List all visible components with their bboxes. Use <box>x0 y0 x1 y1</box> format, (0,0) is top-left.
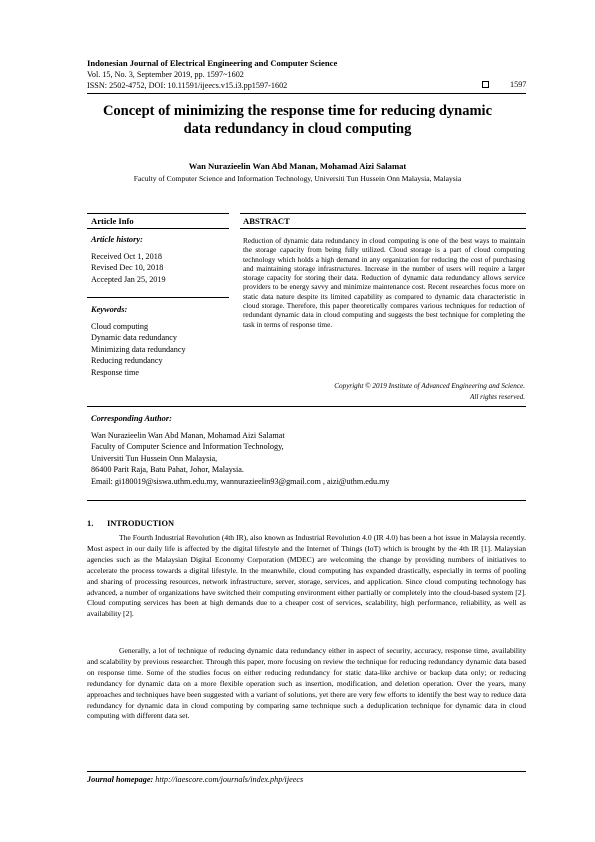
journal-homepage: Journal homepage: http://iaescore.com/journals/index.php/ijeecs <box>87 775 304 784</box>
article-info-sub-rule <box>87 228 229 229</box>
history-revised: Revised Dec 10, 2018 <box>91 263 164 273</box>
history-list <box>91 251 166 285</box>
corresponding-names: Wan Nurazieelin Wan Abd Manan, Mohamad Aizi Salamat <box>91 431 285 440</box>
corresponding-faculty: Faculty of Computer Science and Information Technology, <box>91 442 284 452</box>
title-line-2: data redundancy in cloud computing <box>183 121 412 137</box>
article-info-top-rule <box>87 213 229 214</box>
paper-title <box>60 102 535 138</box>
author-list: Wan Nurazieelin Wan Abd Manan, Mohamad Aizi Salamat <box>188 161 407 171</box>
homepage-label: Journal homepage <box>87 775 151 784</box>
keywords-heading: Keywords: <box>91 305 128 314</box>
intro-paragraph-1: The Fourth Industrial Revolution (4th IR), also known as Industrial Revolution 4.0 (IR 4.0) has been a hot issue in Malaysia recently. Most aspect in our daily life is affected by the digital lifestyle and the Internet of Things (IoT) which is brought by the 4th IR [1]. Malaysian agencies such as the Malaysian Digital Economy Corporation (MDEC) are welcoming the change by providing numbers of initiatives to accelerate the process towards a digital lifestyle. In the meanwhile, cloud computing has expanded drastically, especially in terms of pooling and sharing of processing resources, network infrastructure, server, storage, services, and application. Since cloud computing technology has advanced, a number of organizations have switched their computing environment either partially or completely into the cloud-based system [2]. Cloud computing services has been at high demands due to a cheaper cost of services, scalability, high performance, reliability, as well as availability [2]. <box>87 533 526 619</box>
header-rule <box>87 93 526 94</box>
abstract-top-rule <box>240 213 526 214</box>
corresponding-email: Email: gi180019@siswa.uthm.edu.my, wannurazieelin93@gmail.com , aizi@uthm.edu.my <box>91 476 390 486</box>
corresponding-bottom-rule <box>87 500 526 501</box>
keyword-item: Minimizing data redundancy <box>91 344 186 354</box>
footer-rule <box>87 771 526 772</box>
article-info-heading: Article Info <box>91 216 134 226</box>
homepage-link[interactable]: http://iaescore.com/journals/index.php/ijeecs <box>155 775 304 784</box>
corresponding-address: 86400 Parit Raja, Batu Pahat, Johor, Malaysia. <box>91 465 244 475</box>
corresponding-heading: Corresponding Author: <box>91 414 172 423</box>
abstract-heading: ABSTRACT <box>243 216 290 226</box>
keyword-item: Cloud computing <box>91 322 149 331</box>
abstract-text: Reduction of dynamic data redundancy in cloud computing is one of the best ways to maintain the storage capacity from being fully utilized. Cloud storage is a part of cloud computing technology which holds a high demand in any organization for reducing the cost of purchasing and maintaining storage infrastructures. Increase in the number of users will require a larger storage capacity for storing their data. Reduction of dynamic data redundancy allows service providers to be energy savvy and minimize maintenance cost. Recent researches focus more on static data nature despite its limited capability as compared to dynamic data characteristic in cloud storage. Therefore, this paper theoretically compares various techniques for reduction of redundant dynamic data in cloud computing and suggests the best technique for completing the task in terms of response time. <box>243 236 525 329</box>
copyright-line-2: All rights reserved. <box>469 392 525 401</box>
keyword-item: Dynamic data redundancy <box>91 333 177 343</box>
volume-info: Vol. 15, No. 3, September 2019, pp. 1597~1602 <box>87 70 244 79</box>
corresponding-details <box>91 430 390 487</box>
history-accepted: Accepted Jan 25, 2019 <box>91 274 166 284</box>
keyword-item: Reducing redundancy <box>91 356 163 366</box>
copyright-notice <box>243 381 525 402</box>
section-number: 1. <box>87 519 94 528</box>
corresponding-university: Universiti Tun Hussein Onn Malaysia, <box>91 453 218 463</box>
issn-doi: ISSN: 2502-4752, DOI: 10.11591/ijeecs.v15.i3.pp1597-1602 <box>87 81 288 90</box>
copyright-line-1: Copyright © 2019 Institute of Advanced Engineering and Science. <box>334 382 525 390</box>
page-box-icon <box>482 81 489 88</box>
journal-title: Indonesian Journal of Electrical Engineering and Computer Science <box>87 58 338 68</box>
section-heading-introduction <box>87 519 174 528</box>
title-line-1: Concept of minimizing the response time for reducing dynamic <box>102 103 493 119</box>
page-number: 1597 <box>510 80 527 89</box>
abstract-sub-rule <box>240 228 526 229</box>
intro-paragraph-2: Generally, a lot of technique of reducing dynamic data redundancy either in aspect of security, accuracy, response time, availability and scalability by previous researcher. Through this paper, more focusing on review the technique for reducing redundancy dynamic data based on response time. Some of the studies focus on either reducing redundancy for static data-like archive or backup data only; or reducing redundancy for dynamic data on a more flexible operation such as insertion, modification, and deletion operation. Over the years, many approaches and techniques have been suggested with a variant of solutions, yet there are very few efforts to identify the best way to reduce data redundancy for dynamic data in cloud computing by comparing same technique such a deduplication technique for dynamic data in cloud computing with different data set. <box>87 646 526 721</box>
abstract-bottom-rule <box>87 406 526 407</box>
history-heading: Article history: <box>91 235 143 244</box>
section-title: INTRODUCTION <box>107 519 175 528</box>
keyword-item: Response time <box>91 367 139 377</box>
affiliation: Faculty of Computer Science and Information Technology, Universiti Tun Hussein Onn Malaysia, Malaysia <box>133 174 462 183</box>
keyword-list <box>91 321 186 378</box>
history-received: Received Oct 1, 2018 <box>91 252 162 261</box>
history-rule <box>87 297 229 298</box>
